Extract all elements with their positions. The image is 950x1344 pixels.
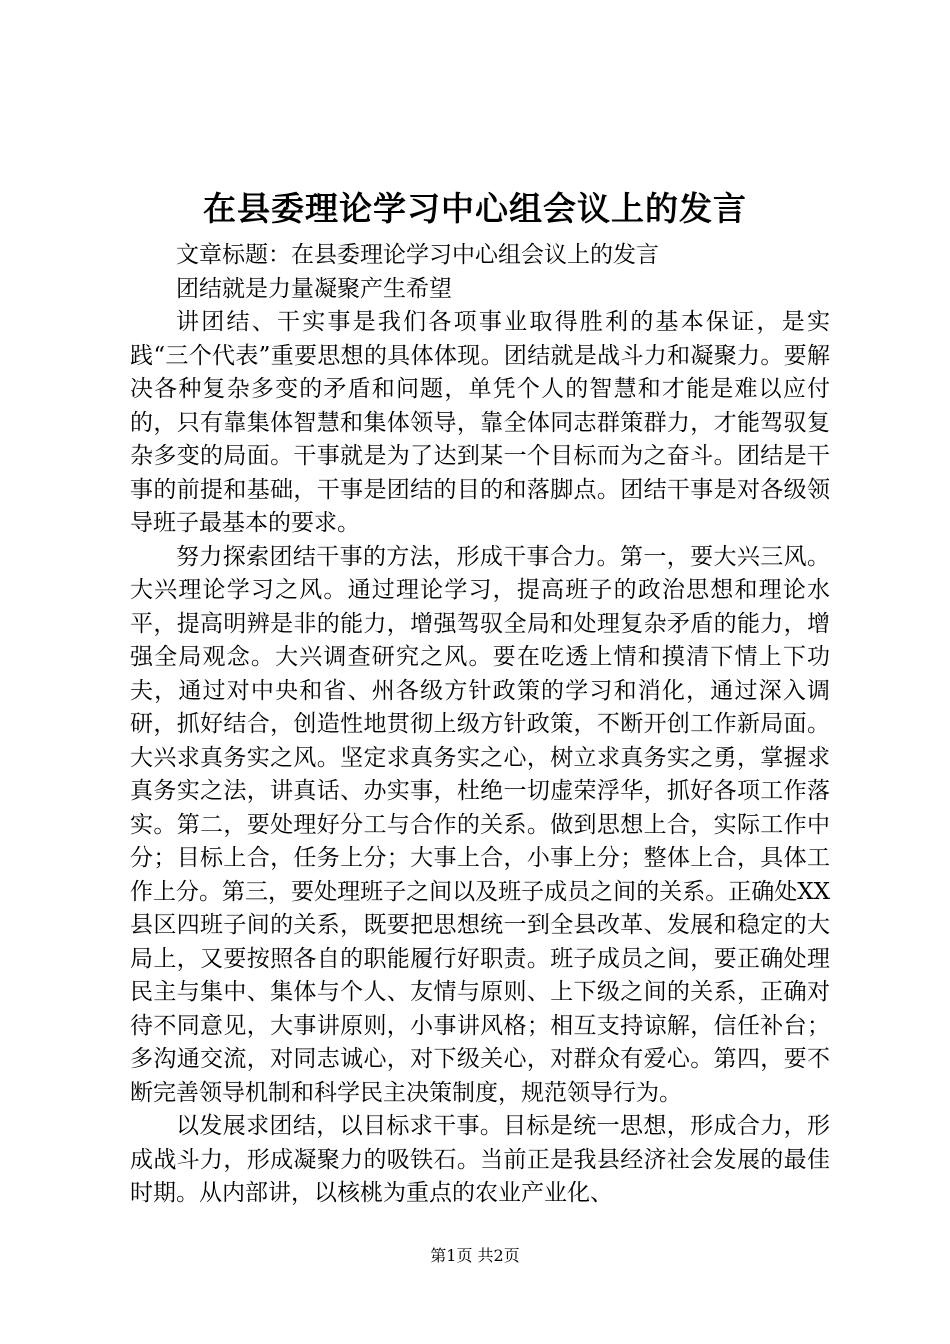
subtitle-line: 团结就是力量凝聚产生希望	[176, 275, 452, 302]
page-footer: 第1页 共2页	[430, 1246, 520, 1265]
paragraph-3: 以发展求团结，以目标求干事。目标是统一思想，形成合力，形成战斗力，形成凝聚力的吸铁石。当前正是我县经济社会发展的最佳时期。从内部讲，以核桃为重点的农业产业化、	[130, 1113, 830, 1206]
document-body	[130, 239, 830, 1211]
article-title-line: 文章标题：在县委理论学习中心组会议上的发言	[176, 242, 659, 268]
paragraph-1: 讲团结、干实事是我们各项事业取得胜利的基本保证，是实践“三个代表”重要思想的具体体现。团结就是战斗力和凝聚力。要解决各种复杂多变的矛盾和问题，单凭个人的智慧和才能是难以应付的，只有靠集体智慧和集体领导，靠全体同志群策群力，才能驾驭复杂多变的局面。干事就是为了达到某一个目标而为之奋斗。团结是干事的前提和基础，干事是团结的目的和落脚点。团结干事是对各级领导班子最基本的要求。	[130, 309, 830, 536]
paragraph-2: 努力探索团结干事的方法，形成干事合力。第一，要大兴三风。大兴理论学习之风。通过理论学习，提高班子的政治思想和理论水平，提高明辨是非的能力，增强驾驭全局和处理复杂矛盾的能力，增强全局观念。大兴调查研究之风。要在吃透上情和摸清下情上下功夫，通过对中央和省、州各级方针政策的学习和消化，通过深入调研，抓好结合，创造性地贯彻上级方针政策，不断开创工作新局面。大兴求真务实之风。坚定求真务实之心，树立求真务实之勇，掌握求真务实之法，讲真话、办实事，杜绝一切虚荣浮华，抓好各项工作落实。第二，要处理好分工与合作的关系。做到思想上合，实际工作中分；目标上合，任务上分；大事上合，小事上分；整体上合，具体工作上分。第三，要处理班子之间以及班子成员之间的关系。正确处XX县区四班子间的关系，既要把思想统一到全县改革、发展和稳定的大局上，又要按照各自的职能履行好职责。班子成员之间，要正确处理民主与集中、集体与个人、友情与原则、上下级之间的关系，正确对待不同意见，大事讲原则，小事讲风格；相互支持谅解，信任补台；多沟通交流，对同志诚心，对下级关心，对群众有爱心。第四，要不断完善领导机制和科学民主决策制度，规范领导行为。	[130, 543, 830, 1106]
document-title: 在县委理论学习中心组会议上的发言	[203, 189, 747, 228]
